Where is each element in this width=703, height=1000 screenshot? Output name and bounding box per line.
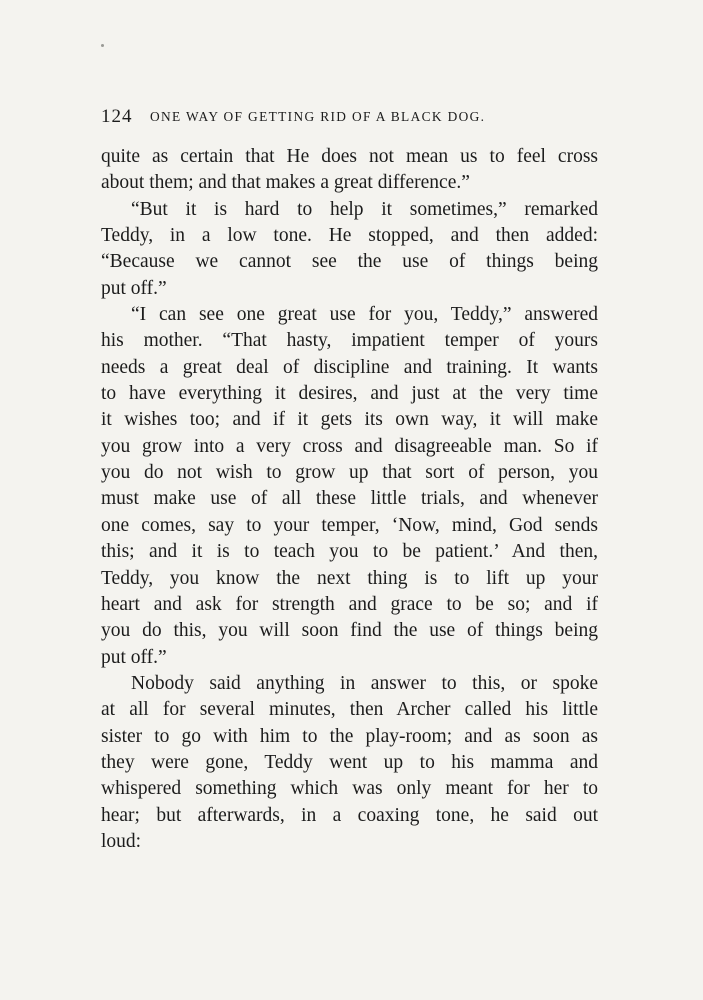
text-line: loud: (101, 830, 142, 852)
text-line: they were gone, Teddy went up to his mamma and (101, 751, 598, 773)
text-line: put off.” (101, 646, 167, 668)
text-line: whispered something which was only meant for her to (101, 778, 598, 800)
text-line: heart and ask for strength and grace to be so; and if (101, 593, 598, 615)
text-line: this; and it is to teach you to be patient.’ And then, (101, 541, 598, 563)
running-head: ONE WAY OF GETTING RID OF A BLACK DOG. (150, 109, 486, 124)
text-line: quite as certain that He does not mean us to feel cross (101, 146, 598, 167)
body-text (101, 144, 598, 855)
text-line: Teddy, you know the next thing is to lift up your (101, 567, 598, 589)
text-line: must make use of all these little trials, and whenever (101, 488, 598, 510)
text-line: Teddy, in a low tone. He stopped, and then added: (101, 225, 598, 247)
text-line: you do this, you will soon find the use of things being (101, 620, 598, 642)
text-line: you grow into a very cross and disagreeable man. So if (101, 435, 598, 457)
text-line: hear; but afterwards, in a coaxing tone, he said out (101, 804, 598, 826)
text-line: his mother. “That hasty, impatient temper of yours (101, 330, 598, 352)
paper-speck (101, 44, 104, 47)
text-line: put off.” (101, 277, 167, 299)
text-line: needs a great deal of discipline and training. It wants (101, 356, 598, 378)
page-header (101, 106, 581, 134)
text-line: at all for several minutes, then Archer called his little (101, 699, 598, 721)
text-line: sister to go with him to the play-room; and as soon as (101, 725, 598, 747)
page-number: 124 (101, 106, 133, 127)
text-line: to have everything it desires, and just at the very time (101, 383, 598, 405)
text-line: “I can see one great use for you, Teddy,” answered (131, 304, 598, 326)
text-line: it wishes too; and if it gets its own way, it will make (101, 409, 598, 431)
text-line: “But it is hard to help it sometimes,” remarked (131, 198, 598, 220)
text-line: about them; and that makes a great difference.” (101, 172, 470, 194)
text-line: “Because we cannot see the use of things being (101, 251, 598, 273)
text-line: one comes, say to your temper, ‘Now, mind, God sends (101, 514, 598, 536)
text-line: Nobody said anything in answer to this, or spoke (131, 672, 598, 694)
text-line: you do not wish to grow up that sort of person, you (101, 462, 598, 484)
